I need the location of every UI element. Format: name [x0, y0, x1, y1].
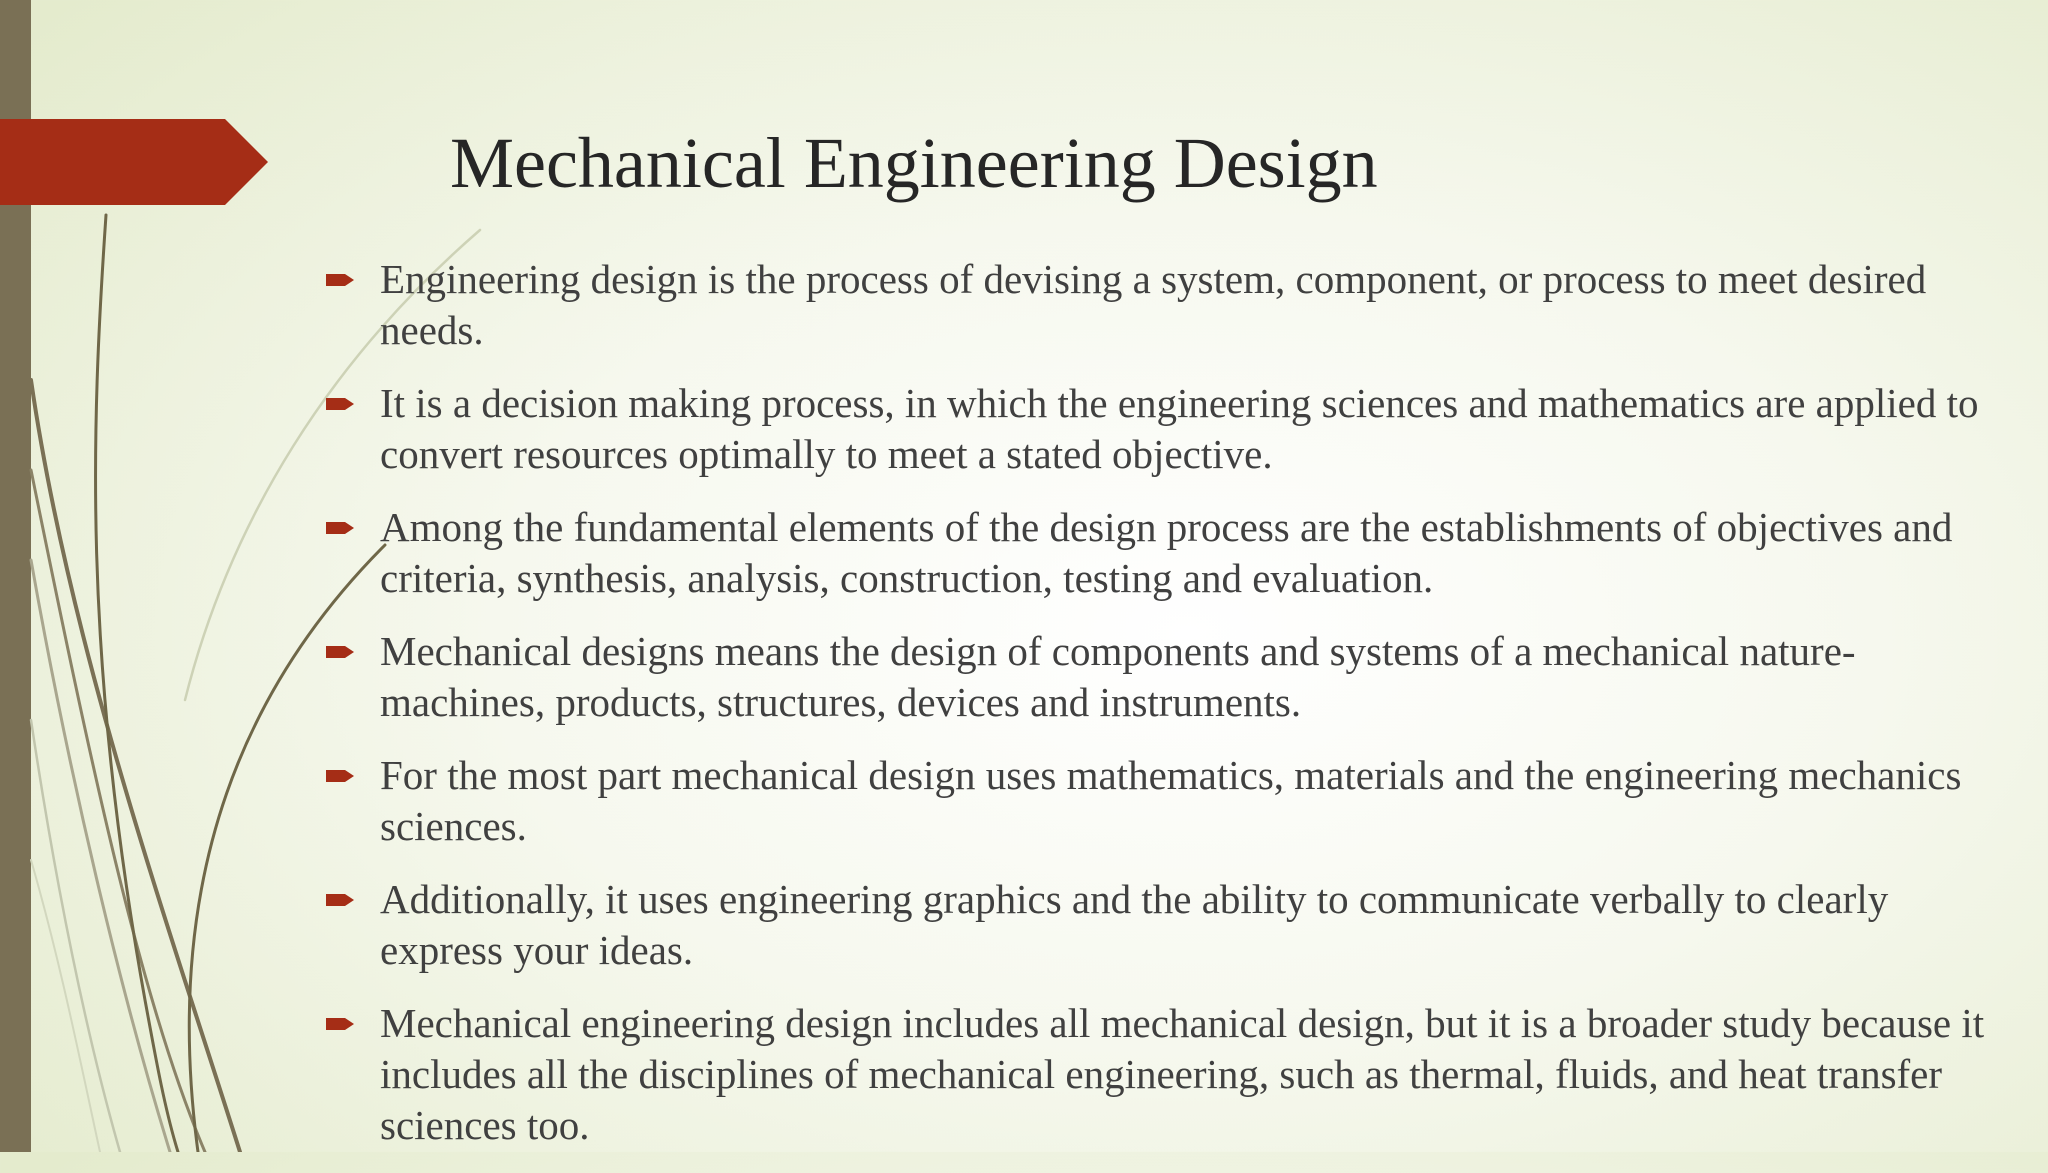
bullet-text: Among the fundamental elements of the design process are the establishments of objectives and criteria, synthesis, analysis, construction, testing and evaluation.: [380, 504, 1953, 601]
arrow-right-icon: [324, 892, 356, 908]
arrow-right-icon: [324, 1016, 356, 1032]
bullet-text: Mechanical designs means the design of components and systems of a mechanical nature- machines, products, structures, devices and instruments.: [380, 628, 1856, 725]
arrow-right-icon: [324, 768, 356, 784]
bullet-item-5: [320, 750, 2020, 852]
bullet-text: Mechanical engineering design includes all mechanical design, but it is a broader study because it includes all the disciplines of mechanical engineering, such as thermal, fluids, and heat transfer sciences too.: [380, 1000, 1985, 1148]
bullet-text: It is a decision making process, in which the engineering sciences and mathematics are applied to convert resources optimally to meet a stated objective.: [380, 380, 1979, 477]
bullet-item-1: [320, 254, 2020, 356]
bullet-list: [320, 254, 2020, 1173]
slide-title: Mechanical Engineering Design: [450, 123, 1378, 203]
bullet-text: Additionally, it uses engineering graphics and the ability to communicate verbally to clearly express your ideas.: [380, 876, 1889, 973]
arrow-right-icon: [324, 272, 356, 288]
bullet-text: For the most part mechanical design uses mathematics, materials and the engineering mechanics sciences.: [380, 752, 1962, 849]
bullet-item-7: [320, 998, 2020, 1151]
title-accent-tab: [0, 119, 268, 205]
bullet-item-4: [320, 626, 2020, 728]
arrow-right-icon: [324, 396, 356, 412]
arrow-right-icon: [324, 520, 356, 536]
bullet-item-2: [320, 378, 2020, 480]
bullet-item-6: [320, 874, 2020, 976]
arrow-right-icon: [324, 644, 356, 660]
bullet-item-3: [320, 502, 2020, 604]
bullet-text: Engineering design is the process of devising a system, component, or process to meet desired needs.: [380, 256, 1927, 353]
